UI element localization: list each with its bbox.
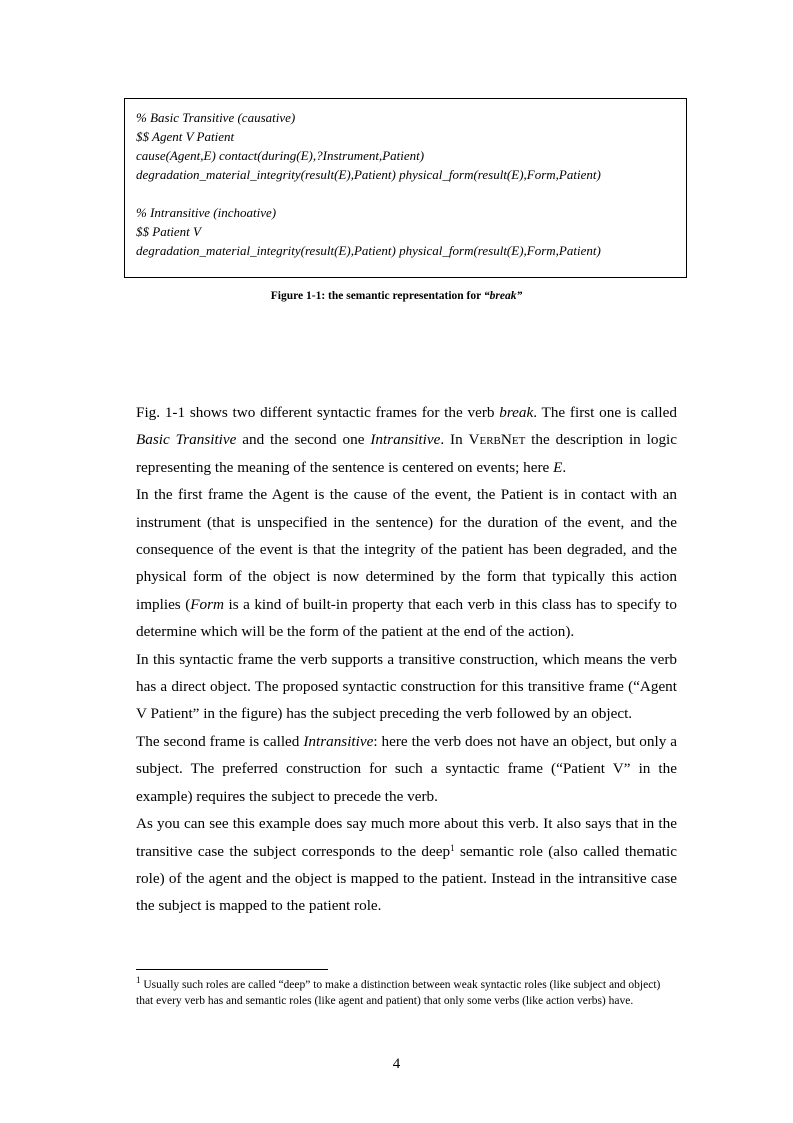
paragraph-text: In the first frame the Agent is the cause of the event, the Patient is in contact with an instrument (that is unspecified in the sentence) for the duration of the event, and the consequence of the event is that the integrity of the patient has been degraded, and the physical form of the object is now determined by the form that typically this action implies ( xyxy=(136,486,677,613)
body-paragraph xyxy=(136,399,677,481)
paragraph-text: As you can see this example does say much more about this verb. It also says that in the transitive case the subject corresponds to the deep xyxy=(136,815,677,860)
paragraph-text: Fig. 1-1 shows two different syntactic frames for the verb xyxy=(136,404,500,421)
paragraph-text: The second frame is called xyxy=(136,732,304,750)
figure-box xyxy=(124,98,687,278)
figure-line: degradation_material_integrity(result(E),Patient) physical_form(result(E),Form,Patient) xyxy=(136,167,601,182)
body-paragraph xyxy=(136,810,677,920)
footnote-reference: 1 xyxy=(450,842,455,853)
emphasis-text: Basic Transitive xyxy=(136,431,237,449)
body-paragraph xyxy=(136,728,677,810)
body-text xyxy=(136,399,677,920)
figure-line: degradation_material_integrity(result(E),Patient) physical_form(result(E),Form,Patient) xyxy=(136,243,601,258)
emphasis-text: Form xyxy=(190,595,225,613)
paragraph-text: . In xyxy=(440,431,469,449)
figure-line: cause(Agent,E) contact(during(E),?Instrument,Patient) xyxy=(136,148,425,163)
figure-line: $$ Agent V Patient xyxy=(136,129,235,144)
footnote-marker: 1 xyxy=(136,975,141,985)
figure-line: % Intransitive (inchoative) xyxy=(136,205,277,220)
paragraph-text: the description in logic representing the meaning of the sentence is centered on events; here xyxy=(136,431,678,476)
small-caps-text: VerbNet xyxy=(468,431,526,449)
caption-text: Figure 1-1: the semantic representation for xyxy=(270,290,484,302)
emphasis-text: Intransitive xyxy=(303,732,374,750)
footnote-text: Usually such roles are called “deep” to make a distinction between weak syntactic roles (like subject and object) that every verb has and semantic roles (like agent and patient) that only some verbs (like action verbs) have. xyxy=(136,979,661,1007)
footnote xyxy=(136,975,666,1009)
paragraph-text: : here the verb does not have an object, but only a subject. The preferred construction for such a syntactic frame (“Patient V” in the example) requires the subject to precede the verb. xyxy=(136,732,677,805)
paragraph-text: In this syntactic frame the verb supports a transitive construction, which means the verb has a direct object. The proposed syntactic construction for this transitive frame (“Agent V Patient” in the figure) has the subject preceding the verb followed by an object. xyxy=(136,650,677,723)
footnote-rule xyxy=(136,969,328,970)
emphasis-text: E xyxy=(553,458,563,476)
paragraph-text: and the second one xyxy=(236,431,371,449)
paragraph-text: . xyxy=(562,458,567,476)
paragraph-text: is a kind of built-in property that each verb in this class has to specify to determine which will be the form of the patient at the end of the action). xyxy=(136,595,677,641)
figure-line: $$ Patient V xyxy=(136,224,201,239)
figure-caption xyxy=(0,290,793,302)
page-number: 4 xyxy=(392,1056,401,1072)
body-paragraph xyxy=(136,646,677,728)
paragraph-text: semantic role (also called thematic role) of the agent and the object is mapped to the patient. Instead in the intransitive case the subject is mapped to the patient role. xyxy=(136,842,677,915)
paragraph-text: . The first one is called xyxy=(533,404,677,421)
figure-line: % Basic Transitive (causative) xyxy=(136,110,296,125)
emphasis-text: Intransitive xyxy=(370,431,441,449)
caption-quoted-verb: “break” xyxy=(483,290,523,302)
emphasis-text: break xyxy=(499,404,534,421)
body-paragraph xyxy=(136,481,677,645)
figure-blank-line xyxy=(136,184,676,203)
